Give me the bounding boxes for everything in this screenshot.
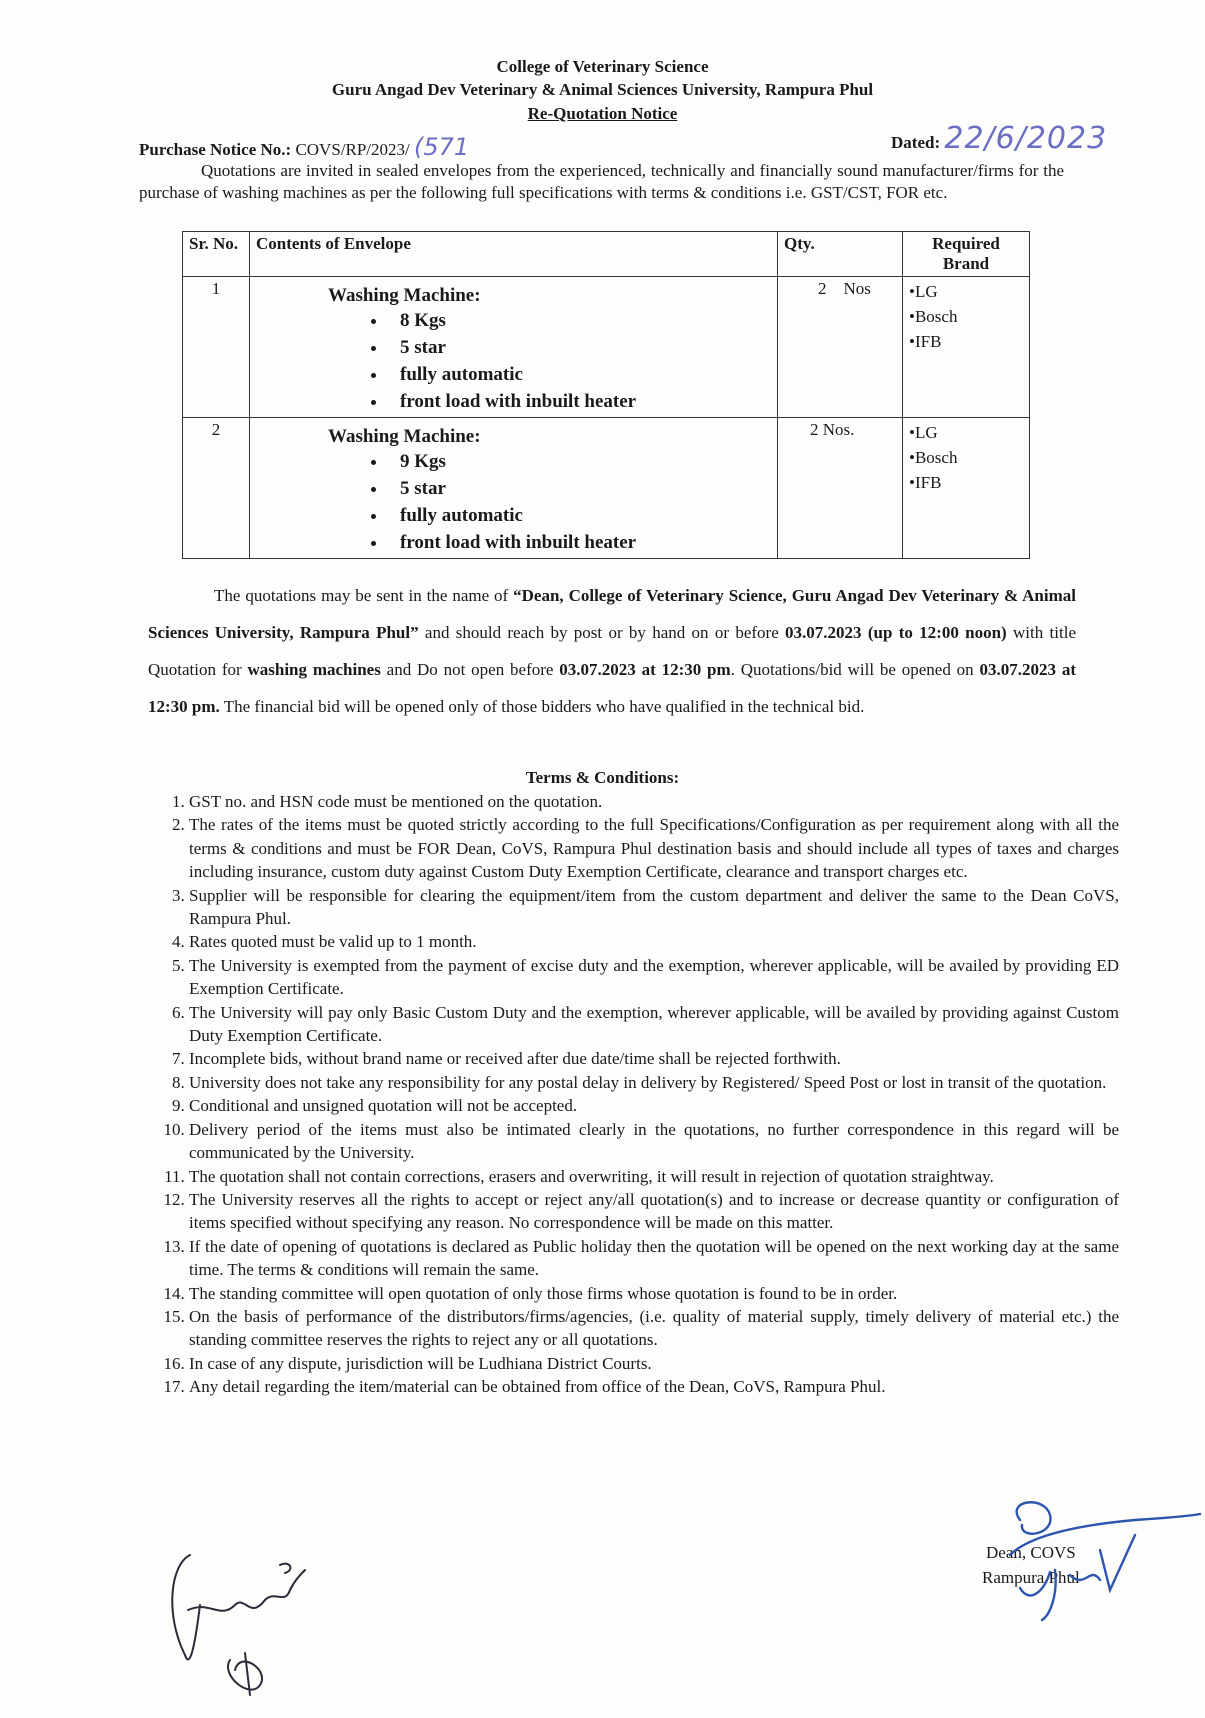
- term-item: 9. Conditional and unsigned quotation will not be accepted.: [189, 1094, 1119, 1117]
- submission-paragraph: [148, 577, 1076, 725]
- intro-paragraph: [139, 160, 1064, 204]
- brand-item: • Bosch: [909, 304, 1023, 329]
- term-item: 11. The quotation shall not contain corrections, erasers and overwriting, it will result in rejection of quotation straightway.: [189, 1165, 1119, 1188]
- body-text: The quotations may be sent in the name of: [214, 586, 514, 605]
- row-qty: 2 Nos.: [778, 418, 903, 559]
- term-item: 3. Supplier will be responsible for clearing the equipment/item from the custom department and deliver the same to the Dean CoVS, Rampura Phul.: [189, 884, 1119, 931]
- body-text: and Do not open before: [380, 660, 560, 679]
- term-item: 1. GST no. and HSN code must be mentioned on the quotation.: [189, 790, 1119, 813]
- body-text: and should reach by post or by hand on or before: [418, 623, 786, 642]
- header-qty: Qty.: [778, 232, 903, 277]
- college-name: College of Veterinary Science: [496, 57, 709, 76]
- body-text: with title Quotation for: [148, 623, 1076, 679]
- spec-list: [256, 448, 771, 556]
- spec-item: • 9 Kgs: [388, 448, 771, 475]
- university-name: Guru Angad Dev Veterinary & Animal Sciences University, Rampura Phul: [331, 80, 874, 99]
- spec-item: • front load with inbuilt heater: [388, 529, 771, 556]
- notice-date: [891, 121, 1107, 156]
- dean-signature: [950, 1480, 1205, 1630]
- row-brands: [903, 277, 1030, 418]
- purchase-notice-number: [139, 133, 469, 161]
- bid-open-time: 03.07.2023 at 12:30 pm.: [148, 660, 1076, 716]
- handwritten-date: 22/6/2023: [944, 121, 1108, 156]
- open-time: 03.07.2023 at 12:30 pm: [559, 660, 731, 679]
- spec-item: • fully automatic: [388, 502, 771, 529]
- table-row: [183, 418, 1030, 559]
- spec-item: • 5 star: [388, 475, 771, 502]
- item-title: Washing Machine:: [328, 285, 481, 306]
- table-header-row: [183, 232, 1030, 277]
- spec-item: • 8 Kgs: [388, 307, 771, 334]
- term-item: 13. If the date of opening of quotations is declared as Public holiday then the quotation will be opened on the next working day at the same time. The terms & conditions will remain the same.: [189, 1235, 1119, 1282]
- row-brands: [903, 418, 1030, 559]
- term-item: 5. The University is exempted from the payment of excise duty and the exemption, wherever applicable, will be availed by providing ED Exemption Certificate.: [189, 954, 1119, 1001]
- item-name: washing machines: [247, 660, 381, 679]
- brand-item: • LG: [909, 420, 1023, 445]
- spec-item: • fully automatic: [388, 361, 771, 388]
- term-item: 14. The standing committee will open quotation of only those firms whose quotation is found to be in order.: [189, 1282, 1119, 1305]
- spec-item: • 5 star: [388, 334, 771, 361]
- spec-item: • front load with inbuilt heater: [388, 388, 771, 415]
- term-item: 8. University does not take any responsibility for any postal delay in delivery by Registered/ Speed Post or lost in transit of the quotation.: [189, 1071, 1119, 1094]
- header-sr-no: Sr. No.: [183, 232, 250, 277]
- item-title: Washing Machine:: [328, 426, 481, 447]
- addressee: “Dean, College of Veterinary Science, Guru Angad Dev Veterinary & Animal Sciences University, Rampura Phul”: [148, 586, 1076, 642]
- term-item: 6. The University will pay only Basic Custom Duty and the exemption, wherever applicable, will be availed by providing against Custom Duty Exemption Certificate.: [189, 1001, 1119, 1048]
- handwritten-number: (571: [414, 133, 470, 161]
- purchase-notice-code: COVS/RP/2023/: [295, 140, 410, 159]
- term-item: 7. Incomplete bids, without brand name or received after due date/time shall be rejected forthwith.: [189, 1047, 1119, 1070]
- signoff-title: Dean, COVS: [986, 1543, 1076, 1562]
- purchase-notice-label: Purchase Notice No.:: [139, 140, 292, 159]
- term-item: 2. The rates of the items must be quoted strictly according to the full Specifications/Configuration as per requirement along with all the terms & conditions and must be FOR Dean, CoVS, Rampura Phul destination basis and should include all types of taxes and charges including insurance, custom duty against Custom Duty Exemption Certificate, clearance and transport charges etc.: [189, 813, 1119, 883]
- term-item: 10. Delivery period of the items must also be intimated clearly in the quotations, no further correspondence in this regard will be communicated by the University.: [189, 1118, 1119, 1165]
- body-text: The financial bid will be opened only of those bidders who have qualified in the technical bid.: [219, 697, 865, 716]
- brand-list: [909, 279, 1023, 354]
- term-item: 17. Any detail regarding the item/material can be obtained from office of the Dean, CoVS, Rampura Phul.: [189, 1375, 1119, 1398]
- terms-list: [151, 790, 1119, 1399]
- row-contents: [250, 418, 778, 559]
- dated-label: Dated:: [891, 133, 941, 152]
- row-sr: 2: [183, 418, 250, 559]
- brand-item: • Bosch: [909, 445, 1023, 470]
- brand-item: • LG: [909, 279, 1023, 304]
- table-row: [183, 277, 1030, 418]
- term-item: 4. Rates quoted must be valid up to 1 month.: [189, 930, 1119, 953]
- signoff-place: Rampura Phul: [982, 1568, 1080, 1587]
- brand-item: • IFB: [909, 329, 1023, 354]
- spec-list: [256, 307, 771, 415]
- deadline: 03.07.2023 (up to 12:00 noon): [785, 623, 1007, 642]
- initials-signature: [150, 1535, 350, 1710]
- brand-list: [909, 420, 1023, 495]
- term-item: 15. On the basis of performance of the distributors/firms/agencies, (i.e. quality of material supply, timely delivery of material etc.) the standing committee reserves the rights to reject any or all quotations.: [189, 1305, 1119, 1352]
- specification-table: [182, 231, 1030, 559]
- header-contents: Contents of Envelope: [250, 232, 778, 277]
- brand-item: • IFB: [909, 470, 1023, 495]
- intro-text: Quotations are invited in sealed envelopes from the experienced, technically and financially sound manufacturer/firms for the purchase of washing machines as per the following full specifications with terms & conditions i.e. GST/CST, FOR etc.: [139, 161, 1064, 202]
- terms-title: Terms & Conditions:: [525, 768, 680, 787]
- row-sr: 1: [183, 277, 250, 418]
- notice-title: Re-Quotation Notice: [527, 104, 678, 123]
- term-item: 16. In case of any dispute, jurisdiction will be Ludhiana District Courts.: [189, 1352, 1119, 1375]
- body-text: . Quotations/bid will be opened on: [730, 660, 980, 679]
- row-qty: 2 Nos: [778, 277, 903, 418]
- header-brand: Required Brand: [903, 232, 1030, 277]
- row-contents: [250, 277, 778, 418]
- term-item: 12. The University reserves all the rights to accept or reject any/all quotation(s) and to increase or decrease quantity or configuration of items specified without specifying any reason. No correspondence will be made on this matter.: [189, 1188, 1119, 1235]
